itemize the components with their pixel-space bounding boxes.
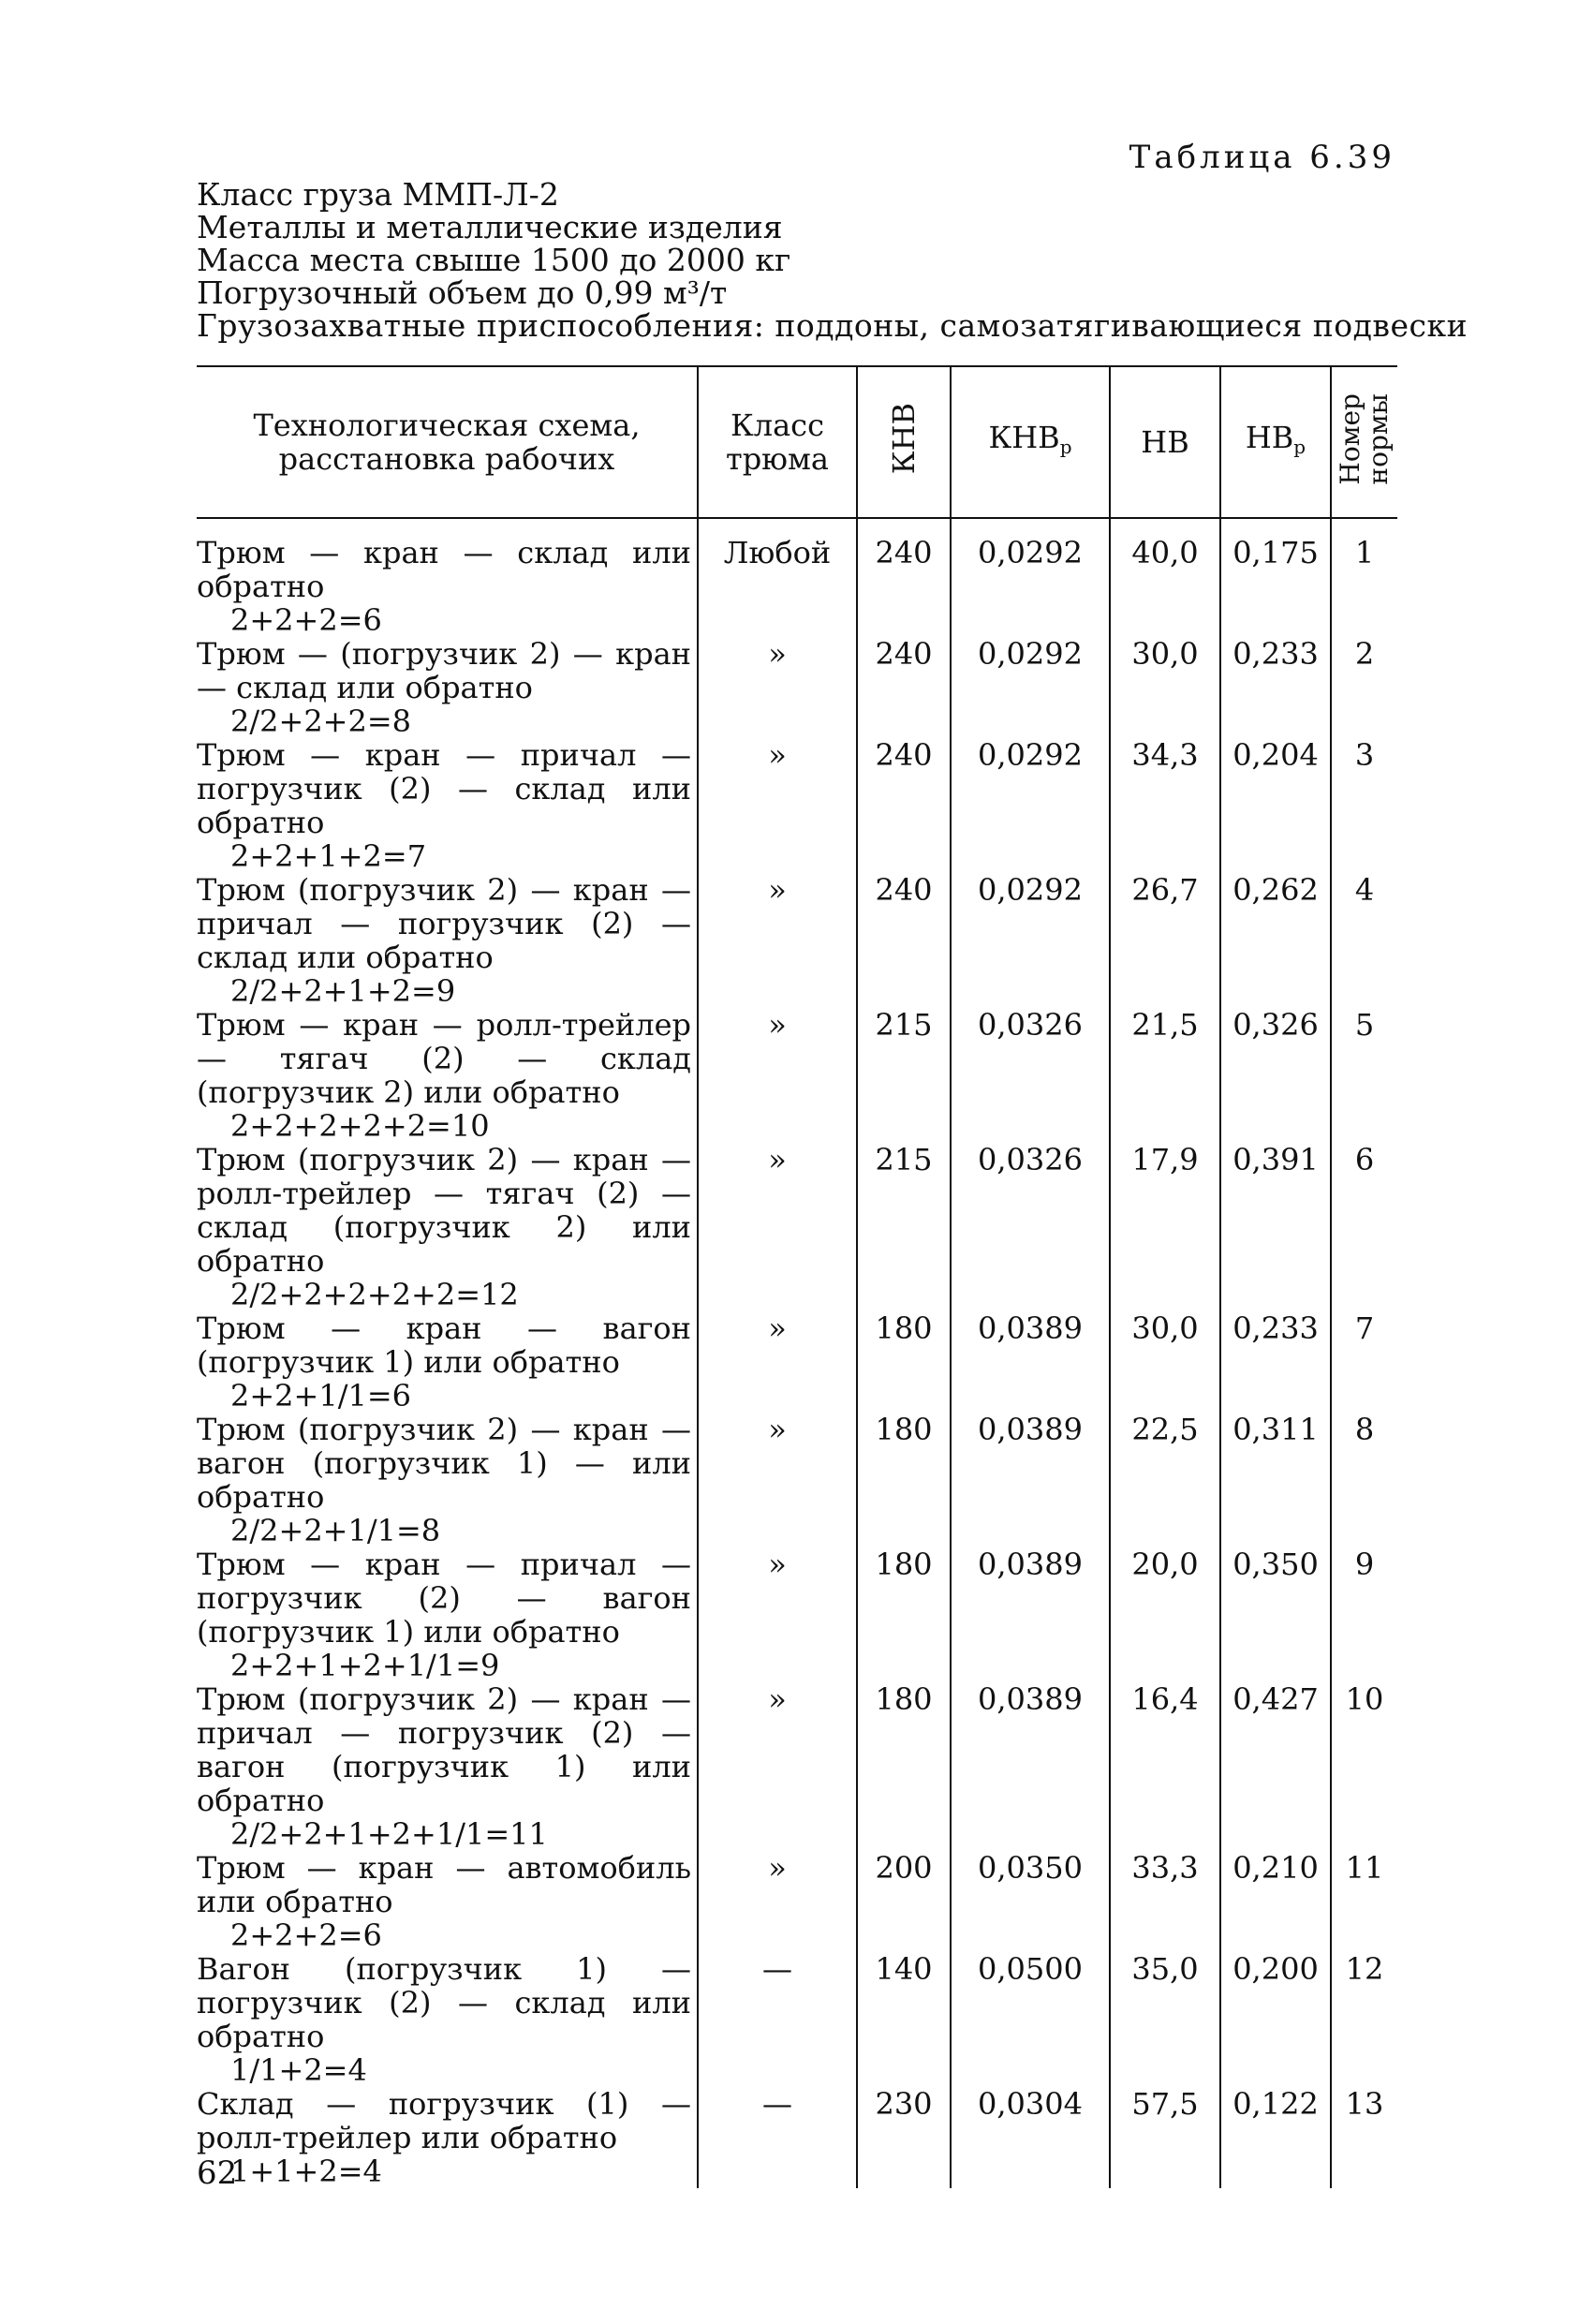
table-row <box>197 1413 1397 1547</box>
scheme-cell <box>197 1851 698 1952</box>
knvp-cell: 0,0304 <box>951 2087 1110 2188</box>
scheme-text: Трюм — кран — склад или обратно <box>197 535 691 604</box>
table-row <box>197 637 1397 738</box>
nv-cell: 30,0 <box>1110 1311 1220 1413</box>
table-row <box>197 1008 1397 1143</box>
crew-formula: 2/2+2+1/1=8 <box>230 1513 441 1548</box>
hold-class-cell: — <box>698 1952 857 2087</box>
scheme-cell <box>197 637 698 738</box>
table-row <box>197 738 1397 873</box>
cargo-meta <box>197 176 1469 344</box>
hold-class-cell: » <box>698 1311 857 1413</box>
nvp-cell: 0,391 <box>1220 1143 1331 1311</box>
hold-class-cell: » <box>698 1851 857 1952</box>
scheme-cell <box>197 1952 698 2087</box>
scheme-cell <box>197 518 698 637</box>
nvp-cell: 0,233 <box>1220 637 1331 738</box>
knvp-cell: 0,0292 <box>951 738 1110 873</box>
scheme-cell <box>197 1008 698 1143</box>
norm-number-cell: 4 <box>1331 873 1397 1008</box>
norms-table <box>197 365 1397 2188</box>
norms-table-body <box>197 518 1397 2188</box>
norm-number-cell: 1 <box>1331 518 1397 637</box>
hold-class-cell: » <box>698 873 857 1008</box>
scheme-cell <box>197 2087 698 2188</box>
norm-number-cell: 3 <box>1331 738 1397 873</box>
scheme-cell <box>197 1413 698 1547</box>
knvp-cell: 0,0389 <box>951 1413 1110 1547</box>
scheme-text: Трюм — кран — вагон (погрузчик 1) или обратно <box>197 1310 691 1380</box>
knv-cell: 200 <box>857 1851 951 1952</box>
crew-formula: 2/2+2+1+2=9 <box>230 973 456 1009</box>
table-row <box>197 1952 1397 2087</box>
table-row <box>197 873 1397 1008</box>
cargo-gear: Грузозахватные приспособления: поддоны, самозатягивающиеся подвески <box>197 307 1469 344</box>
cargo-type: Металлы и металлические изделия <box>197 209 783 245</box>
norm-number-cell: 10 <box>1331 1682 1397 1851</box>
norm-number-cell: 11 <box>1331 1851 1397 1952</box>
table-row <box>197 1311 1397 1413</box>
nvp-cell: 0,233 <box>1220 1311 1331 1413</box>
scheme-cell <box>197 738 698 873</box>
norm-number-cell: 2 <box>1331 637 1397 738</box>
hold-class-cell: » <box>698 1547 857 1682</box>
nvp-cell: 0,175 <box>1220 518 1331 637</box>
crew-formula: 2/2+2+1+2+1/1=11 <box>230 1816 548 1852</box>
table-caption: Таблица 6.39 <box>1129 139 1395 176</box>
knv-cell: 240 <box>857 738 951 873</box>
table-row <box>197 1547 1397 1682</box>
scheme-text: Трюм (погрузчик 2) — кран — причал — погрузчик (2) — склад или обратно <box>197 872 691 975</box>
knvp-cell: 0,0350 <box>951 1851 1110 1952</box>
cargo-class: Класс груза ММП-Л-2 <box>197 176 559 213</box>
header-knv: КНВ <box>857 366 951 518</box>
nv-cell: 57,5 <box>1110 2087 1220 2188</box>
header-norm-number: Номер нормы <box>1331 366 1397 518</box>
knv-cell: 240 <box>857 637 951 738</box>
crew-formula: 2+2+1+2=7 <box>230 838 427 874</box>
scheme-text: Трюм (погрузчик 2) — кран — ролл-трейлер — тягач (2) — склад (погрузчик 2) или обратно <box>197 1142 691 1279</box>
header-scheme: Технологическая схема, расстановка рабочих <box>197 366 698 518</box>
scheme-text: Трюм — (погрузчик 2) — кран — склад или обратно <box>197 636 691 705</box>
crew-formula: 2+2+1+2+1/1=9 <box>230 1648 500 1683</box>
nv-cell: 20,0 <box>1110 1547 1220 1682</box>
scheme-text: Трюм — кран — причал — погрузчик (2) — вагон (погрузчик 1) или обратно <box>197 1547 691 1650</box>
knv-cell: 215 <box>857 1143 951 1311</box>
crew-formula: 2+2+2+2+2=10 <box>230 1108 490 1144</box>
nvp-cell: 0,204 <box>1220 738 1331 873</box>
hold-class-cell: » <box>698 1682 857 1851</box>
knv-cell: 240 <box>857 518 951 637</box>
table-row <box>197 518 1397 637</box>
nv-cell: 40,0 <box>1110 518 1220 637</box>
crew-formula: 2+2+1/1=6 <box>230 1378 412 1414</box>
knvp-cell: 0,0389 <box>951 1547 1110 1682</box>
knvp-cell: 0,0326 <box>951 1143 1110 1311</box>
scheme-text: Трюм (погрузчик 2) — кран — вагон (погрузчик 1) — или обратно <box>197 1412 691 1515</box>
hold-class-cell: » <box>698 738 857 873</box>
nv-cell: 21,5 <box>1110 1008 1220 1143</box>
knvp-cell: 0,0292 <box>951 873 1110 1008</box>
nv-cell: 16,4 <box>1110 1682 1220 1851</box>
cargo-volume: Погрузочный объем до 0,99 м³/т <box>197 274 728 311</box>
scheme-text: Трюм (погрузчик 2) — кран — причал — погрузчик (2) — вагон (погрузчик 1) или обратно <box>197 1681 691 1818</box>
crew-formula: 2+2+2=6 <box>230 602 382 638</box>
norm-number-cell: 5 <box>1331 1008 1397 1143</box>
hold-class-cell: » <box>698 1143 857 1311</box>
page-number: 62 <box>197 2154 238 2192</box>
table-row <box>197 2087 1397 2188</box>
crew-formula: 2+2+2=6 <box>230 1917 382 1953</box>
table-row <box>197 1143 1397 1311</box>
hold-class-cell: — <box>698 2087 857 2188</box>
scheme-text: Склад — погрузчик (1) — ролл-трейлер или обратно <box>197 2086 691 2155</box>
knvp-cell: 0,0389 <box>951 1311 1110 1413</box>
norm-number-cell: 9 <box>1331 1547 1397 1682</box>
nv-cell: 35,0 <box>1110 1952 1220 2087</box>
nvp-cell: 0,122 <box>1220 2087 1331 2188</box>
nvp-cell: 0,326 <box>1220 1008 1331 1143</box>
knv-cell: 140 <box>857 1952 951 2087</box>
nvp-cell: 0,427 <box>1220 1682 1331 1851</box>
knv-cell: 180 <box>857 1682 951 1851</box>
crew-formula: 1+1+2=4 <box>230 2154 382 2189</box>
knv-cell: 240 <box>857 873 951 1008</box>
nv-cell: 22,5 <box>1110 1413 1220 1547</box>
nvp-cell: 0,311 <box>1220 1413 1331 1547</box>
scheme-cell <box>197 1311 698 1413</box>
knv-cell: 180 <box>857 1547 951 1682</box>
norm-number-cell: 12 <box>1331 1952 1397 2087</box>
nvp-cell: 0,350 <box>1220 1547 1331 1682</box>
header-nvp: $НВ_р$ <box>1220 366 1331 518</box>
scheme-text: Трюм — кран — ролл-трейлер — тягач (2) — склад (погрузчик 2) или обратно <box>197 1007 691 1110</box>
knv-cell: 230 <box>857 2087 951 2188</box>
nv-cell: 33,3 <box>1110 1851 1220 1952</box>
nv-cell: 17,9 <box>1110 1143 1220 1311</box>
nv-cell: 30,0 <box>1110 637 1220 738</box>
knv-cell: 180 <box>857 1311 951 1413</box>
nv-cell: 26,7 <box>1110 873 1220 1008</box>
header-hold-class: Класс трюма <box>698 366 857 518</box>
norm-number-cell: 7 <box>1331 1311 1397 1413</box>
hold-class-cell: » <box>698 1413 857 1547</box>
knvp-cell: 0,0326 <box>951 1008 1110 1143</box>
knvp-cell: 0,0500 <box>951 1952 1110 2087</box>
header-nv: НВ <box>1110 366 1220 518</box>
scheme-text: Трюм — кран — автомобиль или обратно <box>197 1850 691 1919</box>
norm-number-cell: 6 <box>1331 1143 1397 1311</box>
nvp-cell: 0,210 <box>1220 1851 1331 1952</box>
scheme-cell <box>197 1547 698 1682</box>
scheme-text: Вагон (погрузчик 1) — погрузчик (2) — склад или обратно <box>197 1951 691 2054</box>
scheme-cell <box>197 1143 698 1311</box>
hold-class-cell: » <box>698 637 857 738</box>
hold-class-cell: » <box>698 1008 857 1143</box>
knv-cell: 215 <box>857 1008 951 1143</box>
nv-cell: 34,3 <box>1110 738 1220 873</box>
knvp-cell: 0,0292 <box>951 518 1110 637</box>
crew-formula: 2/2+2+2=8 <box>230 703 412 739</box>
header-knvp: $КНВ_р$ <box>951 366 1110 518</box>
crew-formula: 2/2+2+2+2+2=12 <box>230 1277 519 1312</box>
scheme-cell <box>197 873 698 1008</box>
norm-number-cell: 8 <box>1331 1413 1397 1547</box>
header-row <box>197 366 1397 518</box>
scheme-cell <box>197 1682 698 1851</box>
knvp-cell: 0,0389 <box>951 1682 1110 1851</box>
nvp-cell: 0,262 <box>1220 873 1331 1008</box>
table-row <box>197 1682 1397 1851</box>
cargo-mass: Масса места свыше 1500 до 2000 кг <box>197 242 791 278</box>
knv-cell: 180 <box>857 1413 951 1547</box>
hold-class-cell: Любой <box>698 518 857 637</box>
knvp-cell: 0,0292 <box>951 637 1110 738</box>
table-row <box>197 1851 1397 1952</box>
crew-formula: 1/1+2=4 <box>230 2052 367 2088</box>
nvp-cell: 0,200 <box>1220 1952 1331 2087</box>
norm-number-cell: 13 <box>1331 2087 1397 2188</box>
scheme-text: Трюм — кран — причал — погрузчик (2) — склад или обратно <box>197 737 691 840</box>
